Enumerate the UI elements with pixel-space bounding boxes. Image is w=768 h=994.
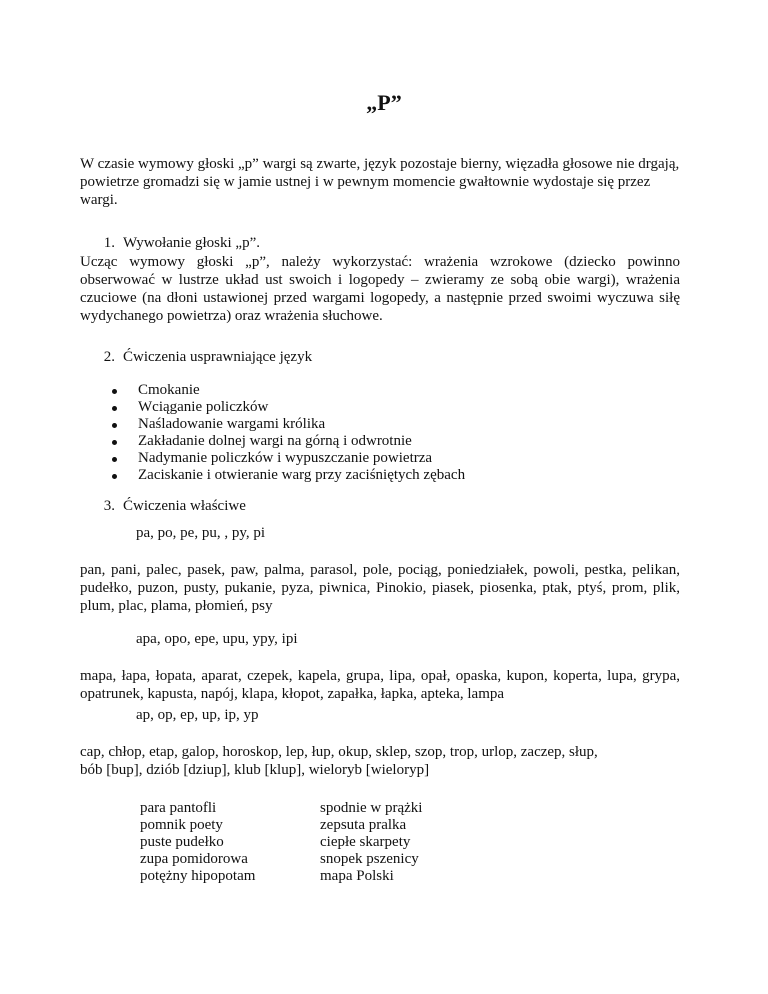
phrase-item: para pantofli [140,800,217,816]
phrases-left-column [140,800,255,885]
words-final-line-1: cap, chłop, etap, galop, horoskop, lep, łup, okup, sklep, szop, trop, urlop, zaczep, słup, [80,744,598,760]
document-title: „P” [366,90,402,115]
words-initial: pan, pani, palec, pasek, paw, palma, parasol, pole, pociąg, poniedziałek, powoli, pestka, pelikan, pudełko, puzon, pusty, pukanie, pyza, piwnica, Pinokio, piasek, piosenka, ptak, ptyś, prom, plik, plum, plac, plama, płomień, psy [80,562,680,614]
bullet-icon [112,457,117,462]
section-1-body: Ucząc wymowy głoski „p”, należy wykorzystać: wrażenia wzrokowe (dziecko powinno obserwować w lustrze układ ust swoich i logopedy – zwieramy ze sobą obie wargi), wrażenia czuciowe (na dłoni ustawionej przed wargami logopedy, a następnie przed swoimi wyczuwa siłę wydychanego powietrza) oraz wrażenia słuchowe. [80,254,680,324]
phrase-item: pomnik poety [140,817,223,833]
intro-paragraph: W czasie wymowy głoski „p” wargi są zwarte, język pozostaje bierny, więzadła głosowe nie drgają, powietrze gromadzi się w jamie ustnej i w pewnym momencie gwałtownie wydostaje się przez wargi. [80,156,680,208]
list-item [108,450,668,467]
phrase-item: puste pudełko [140,834,224,850]
list-item [108,433,668,450]
section-2-heading [80,348,680,366]
list-item-label: Wciąganie policzków [138,399,269,415]
section-2-title: Ćwiczenia usprawniające język [123,349,313,365]
bullet-icon [112,423,117,428]
exercise-list [108,382,668,484]
section-2-number: 2. [103,349,115,365]
phrase-item: mapa Polski [320,868,394,884]
phrase-item: spodnie w prążki [320,800,423,816]
list-item [108,416,668,433]
bullet-icon [112,389,117,394]
phrase-item: zupa pomidorowa [140,851,248,867]
list-item [108,467,668,484]
section-3-title: Ćwiczenia właściwe [123,498,246,514]
bullet-icon [112,440,117,445]
words-final-line-2: bób [bup], dziób [dziup], klub [klup], wieloryb [wieloryp] [80,762,430,778]
section-1-title: Wywołanie głoski „p”. [123,235,260,251]
syllables-final: ap, op, ep, up, ip, yp [136,707,259,723]
syllables-medial: apa, opo, epe, upu, ypy, ipi [136,631,298,647]
phrase-item: potężny hipopotam [140,868,256,884]
syllables-initial: pa, po, pe, pu, , py, pi [136,525,266,541]
list-item [108,382,668,399]
list-item-label: Cmokanie [138,382,200,398]
list-item-label: Zaciskanie i otwieranie warg przy zaciśniętych zębach [138,467,466,483]
bullet-icon [112,406,117,411]
list-item [108,399,668,416]
phrase-item: zepsuta pralka [320,817,407,833]
list-item-label: Nadymanie policzków i wypuszczanie powietrza [138,450,433,466]
section-3-number: 3. [103,498,115,514]
section-3-heading [80,497,680,515]
section-1-heading [80,234,680,252]
list-item-label: Zakładanie dolnej wargi na górną i odwrotnie [138,433,412,449]
phrase-item: ciepłe skarpety [320,834,411,850]
section-1-number: 1. [103,235,115,251]
bullet-icon [112,474,117,479]
words-medial: mapa, łapa, łopata, aparat, czepek, kapela, grupa, lipa, opał, opaska, kupon, koperta, lupa, grypa, opatrunek, kapusta, napój, klapa, kłopot, zapałka, łapka, apteka, lampa [80,668,680,702]
phrase-item: snopek pszenicy [320,851,419,867]
list-item-label: Naśladowanie wargami królika [138,416,326,432]
phrases-right-column [320,800,422,885]
